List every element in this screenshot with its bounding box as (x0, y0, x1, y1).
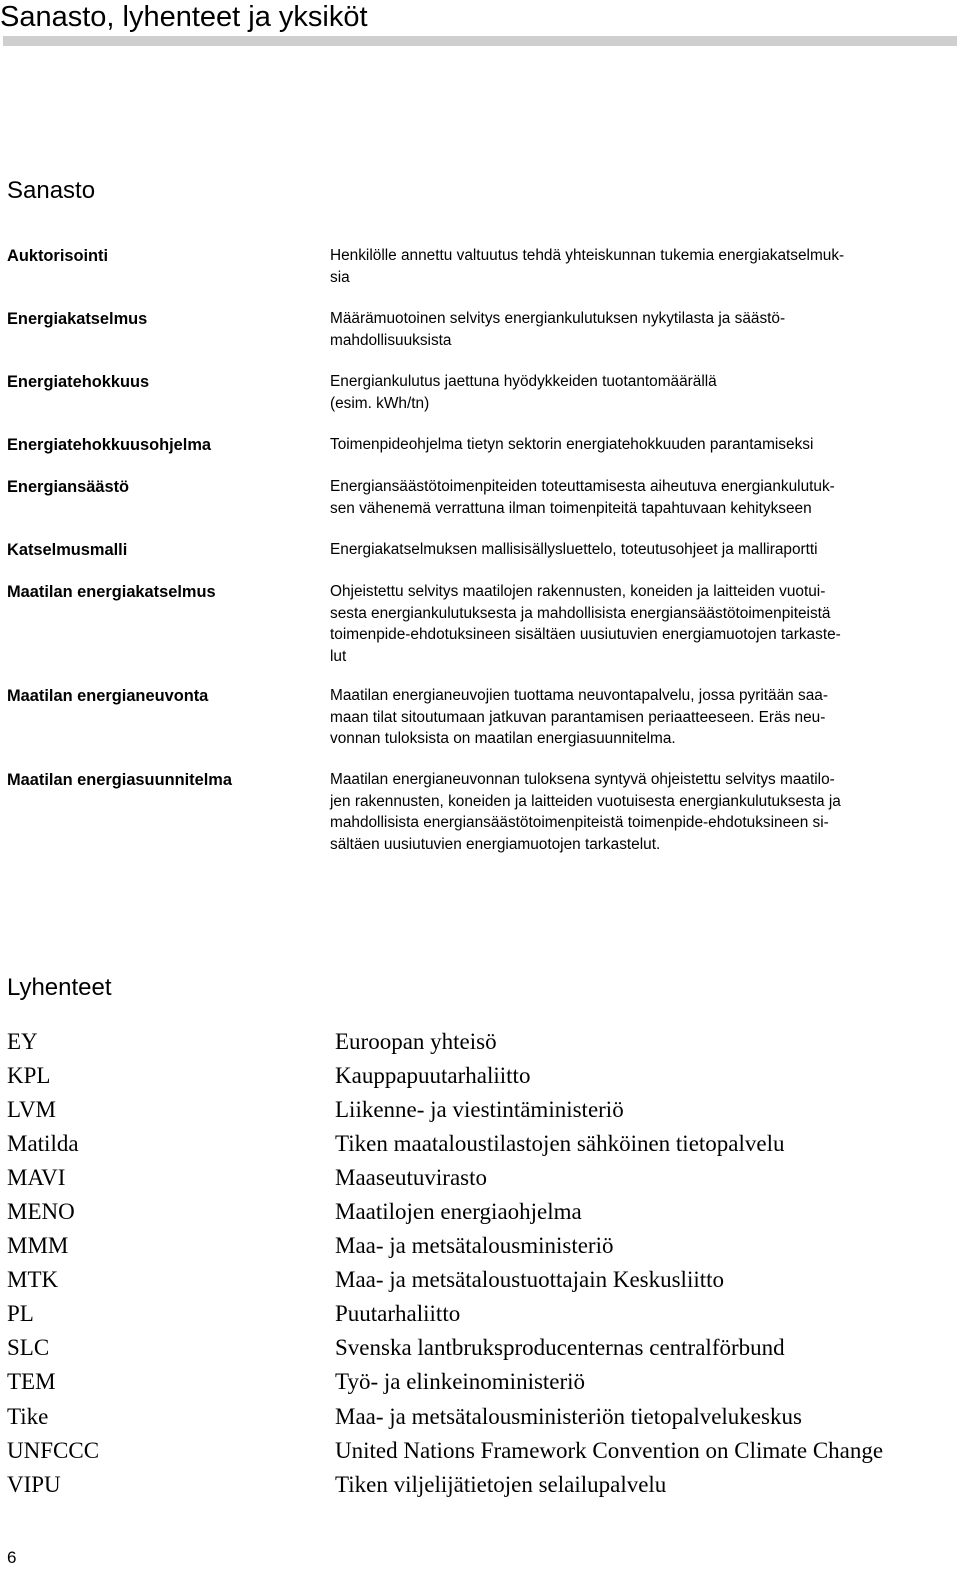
abbreviation: SLC (7, 1335, 50, 1360)
glossary-definition: Energiankulutus jaettuna hyödykkeiden tuotantomäärällä (esim. kWh/tn) (330, 373, 717, 412)
glossary-heading: Sanasto (7, 177, 96, 204)
abbreviations-heading: Lyhenteet (7, 974, 112, 1001)
glossary-definition: Henkilölle annettu valtuutus tehdä yhteiskunnan tukemia energiakatselmuk- sia (330, 247, 845, 286)
abbreviation-meaning: Työ- ja elinkeinoministeriö (335, 1369, 586, 1394)
abbreviation: MMM (7, 1233, 69, 1258)
glossary-term: Maatilan energiakatselmus (7, 583, 216, 601)
abbreviation: MAVI (7, 1165, 66, 1190)
page-title: Sanasto, lyhenteet ja yksiköt (0, 1, 368, 33)
abbreviation-meaning: Maaseutuvirasto (335, 1165, 488, 1190)
glossary-term: Energiatehokkuusohjelma (7, 436, 212, 454)
abbreviation-meaning: Tiken maataloustilastojen sähköinen tietopalvelu (335, 1131, 785, 1156)
abbreviation: UNFCCC (7, 1438, 100, 1463)
title-rule (3, 36, 957, 46)
abbreviation-meaning: Puutarhaliitto (335, 1301, 461, 1326)
abbreviation-meaning: Kauppapuutarhaliitto (335, 1063, 531, 1088)
abbreviation: MENO (7, 1199, 75, 1224)
abbreviation: LVM (7, 1097, 56, 1122)
abbreviation-meaning: Maatilojen energiaohjelma (335, 1199, 582, 1224)
abbreviation: MTK (7, 1267, 59, 1292)
abbreviation: PL (7, 1301, 34, 1326)
glossary-term: Katselmusmalli (7, 541, 128, 559)
abbreviation-meaning: Tiken viljelijätietojen selailupalvelu (335, 1472, 667, 1497)
abbreviation: EY (7, 1029, 38, 1054)
glossary-definition: Maatilan energianeuvojien tuottama neuvontapalvelu, jossa pyritään saa- maan tilat sitoutumaan jatkuvan parantamisen periaatteeseen. Eräs neu- vonnan tuloksista on maatilan energiasuunnitelma. (330, 687, 828, 747)
abbreviation: Tike (7, 1404, 49, 1429)
glossary-term: Energiakatselmus (7, 310, 148, 328)
abbreviation: TEM (7, 1369, 56, 1394)
glossary-definition: Ohjeistettu selvitys maatilojen rakennusten, koneiden ja laitteiden vuotui- sesta energiankulutuksesta ja mahdollisista energiansäästötoimenpiteistä toimenpide-ehdotuksineen sisältäen uusiutuvien energiamuotojen tarkaste- lut (330, 583, 841, 665)
glossary-term: Auktorisointi (7, 247, 109, 265)
abbreviation-meaning: Liikenne- ja viestintäministeriö (335, 1097, 624, 1122)
abbreviation-meaning: Svenska lantbruksproducenternas centralförbund (335, 1335, 785, 1360)
abbreviation: VIPU (7, 1472, 61, 1497)
glossary-definition: Maatilan energianeuvonnan tuloksena syntyvä ohjeistettu selvitys maatilo- jen rakennusten, koneiden ja laitteiden vuotuisesta energiankulutuksesta ja mahdollisista energiansäästötoimenpiteistä toimenpide-ehdotuksineen si- sältäen uusiutuvien energiamuotojen tarkastelut. (330, 771, 841, 853)
abbreviation-meaning: United Nations Framework Convention on Climate Change (335, 1438, 884, 1463)
glossary-term: Energiatehokkuus (7, 373, 150, 391)
abbreviation-meaning: Euroopan yhteisö (335, 1029, 497, 1054)
abbreviation-meaning: Maa- ja metsätalousministeriö (335, 1233, 614, 1258)
glossary-term: Maatilan energianeuvonta (7, 687, 209, 705)
abbreviation: KPL (7, 1063, 51, 1088)
glossary-definition: Energiakatselmuksen mallisisällysluettelo, toteutusohjeet ja malliraportti (330, 541, 818, 558)
abbreviation-meaning: Maa- ja metsätaloustuottajain Keskusliitto (335, 1267, 725, 1292)
glossary-term: Maatilan energiasuunnitelma (7, 771, 232, 789)
glossary-definition: Toimenpideohjelma tietyn sektorin energiatehokkuuden parantamiseksi (330, 436, 814, 453)
page-number: 6 (7, 1548, 17, 1567)
abbreviation-meaning: Maa- ja metsätalousministeriön tietopalvelukeskus (335, 1404, 802, 1429)
glossary-term: Energiansäästö (7, 478, 130, 496)
abbreviation: Matilda (7, 1131, 79, 1156)
glossary-definition: Määrämuotoinen selvitys energiankulutuksen nykytilasta ja säästö- mahdollisuuksista (330, 310, 786, 349)
glossary-definition: Energiansäästötoimenpiteiden toteuttamisesta aiheutuva energiankulutuk- sen vähenemä verrattuna ilman toimenpiteitä tapahtuvaan kehitykseen (330, 478, 835, 517)
